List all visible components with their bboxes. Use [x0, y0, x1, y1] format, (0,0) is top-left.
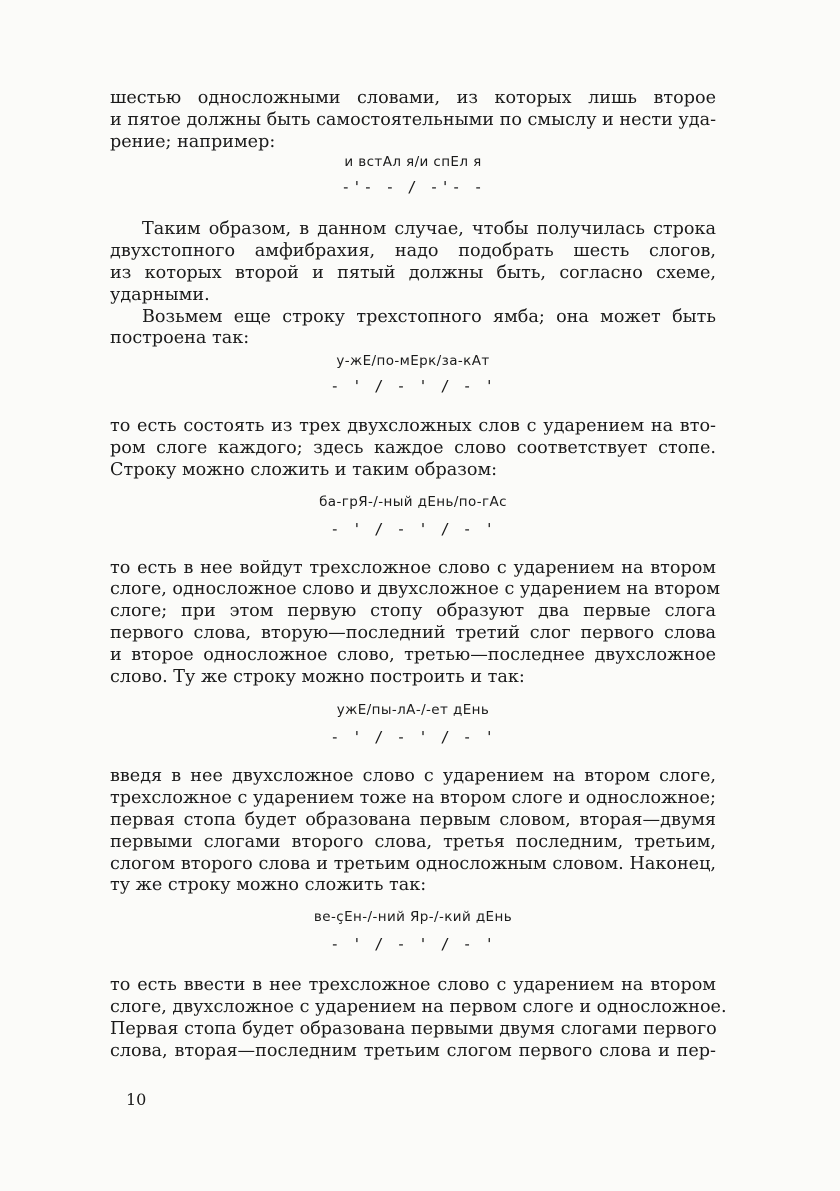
- text-line: слоге, односложное слово и двухсложное с ударением на втором: [110, 579, 720, 600]
- paragraph-4: [110, 416, 716, 481]
- text-line: первыми слогами второго слова, третья последним, третьим,: [110, 831, 716, 852]
- text-line: то есть в нее войдут трехсложное слово с ударением на втором: [110, 557, 716, 578]
- text-line: слогом второго слова и третьим односложным словом. Наконец,: [110, 853, 716, 874]
- meter-scheme-4: - ' / - ' / - ': [330, 728, 496, 747]
- text-line: построена так:: [110, 328, 250, 349]
- meter-scheme-3: - ' / - ' / - ': [330, 519, 496, 538]
- page-number: 10: [126, 1090, 147, 1109]
- meter-scheme-5: - ' / - ' / - ': [330, 935, 496, 954]
- paragraph-6: [110, 766, 716, 897]
- example-line-5: ве-çЕн-/-ний Яр-/-кий дЕнь: [313, 909, 513, 926]
- paragraph-1: [110, 88, 716, 153]
- text-line: Строку можно сложить и таким образом:: [110, 459, 498, 480]
- text-line: слоге, двухсложное с ударением на первом слоге и односложное.: [110, 996, 727, 1017]
- text-line: шестью односложными словами, из которых лишь второе: [110, 88, 716, 108]
- text-line: введя в нее двухсложное слово с ударением на втором слоге,: [110, 766, 716, 787]
- text-line: ударными.: [110, 284, 210, 305]
- example-line-2: у-жЕ/по-мЕрк/за-кАт: [336, 353, 490, 370]
- text-line: ром слоге каждого; здесь каждое слово соответствует стопе.: [110, 437, 716, 458]
- paragraph-3: [110, 307, 716, 351]
- paragraph-5: [110, 557, 720, 689]
- meter-scheme-1: -'- - / -'- -: [341, 178, 485, 197]
- text-line: то есть ввести в нее трехсложное слово с ударением на втором: [110, 975, 716, 996]
- text-line: и пятое должны быть самостоятельными по смыслу и нести уда-: [110, 109, 717, 130]
- text-line: слоге; при этом первую стопу образуют два первые слога: [110, 601, 716, 622]
- text-line: Таким образом, в данном случае, чтобы получилась строка: [142, 219, 716, 240]
- text-line: рение; например:: [110, 131, 276, 152]
- text-line: Первая стопа будет образована первыми двумя слогами первого: [110, 1018, 717, 1039]
- paragraph-7: [110, 975, 727, 1062]
- text-line: из которых второй и пятый должны быть, согласно схеме,: [110, 262, 716, 283]
- text-line: первого слова, вторую—последний третий слог первого слова: [110, 622, 716, 643]
- paragraph-2: [110, 219, 716, 306]
- text-line: первая стопа будет образована первым словом, вторая—двумя: [110, 809, 716, 830]
- text-line: двухстопного амфибрахия, надо подобрать шесть слогов,: [110, 241, 716, 262]
- example-line-3: ба-грЯ-/-ный дЕнь/по-гАс: [319, 493, 507, 510]
- meter-scheme-2: - ' / - ' / - ': [330, 377, 496, 396]
- text-line: ту же строку можно сложить так:: [110, 875, 427, 896]
- text-line: то есть состоять из трех двухсложных слов с ударением на вто-: [110, 416, 716, 437]
- text-line: слова, вторая—последним третьим слогом первого слова и пер-: [110, 1040, 716, 1061]
- text-line: слово. Ту же строку можно построить и так:: [110, 666, 525, 687]
- example-line-4: ужЕ/пы-лА-/-ет дЕнь: [336, 702, 490, 719]
- text-line: Возьмем еще строку трехстопного ямба; она может быть: [142, 306, 716, 327]
- example-line-1: и встАл я/и спЕл я: [344, 154, 482, 171]
- text-line: и второе односложное слово, третью—последнее двухсложное: [110, 644, 716, 665]
- text-line: трехсложное с ударением тоже на втором слоге и односложное;: [110, 788, 716, 809]
